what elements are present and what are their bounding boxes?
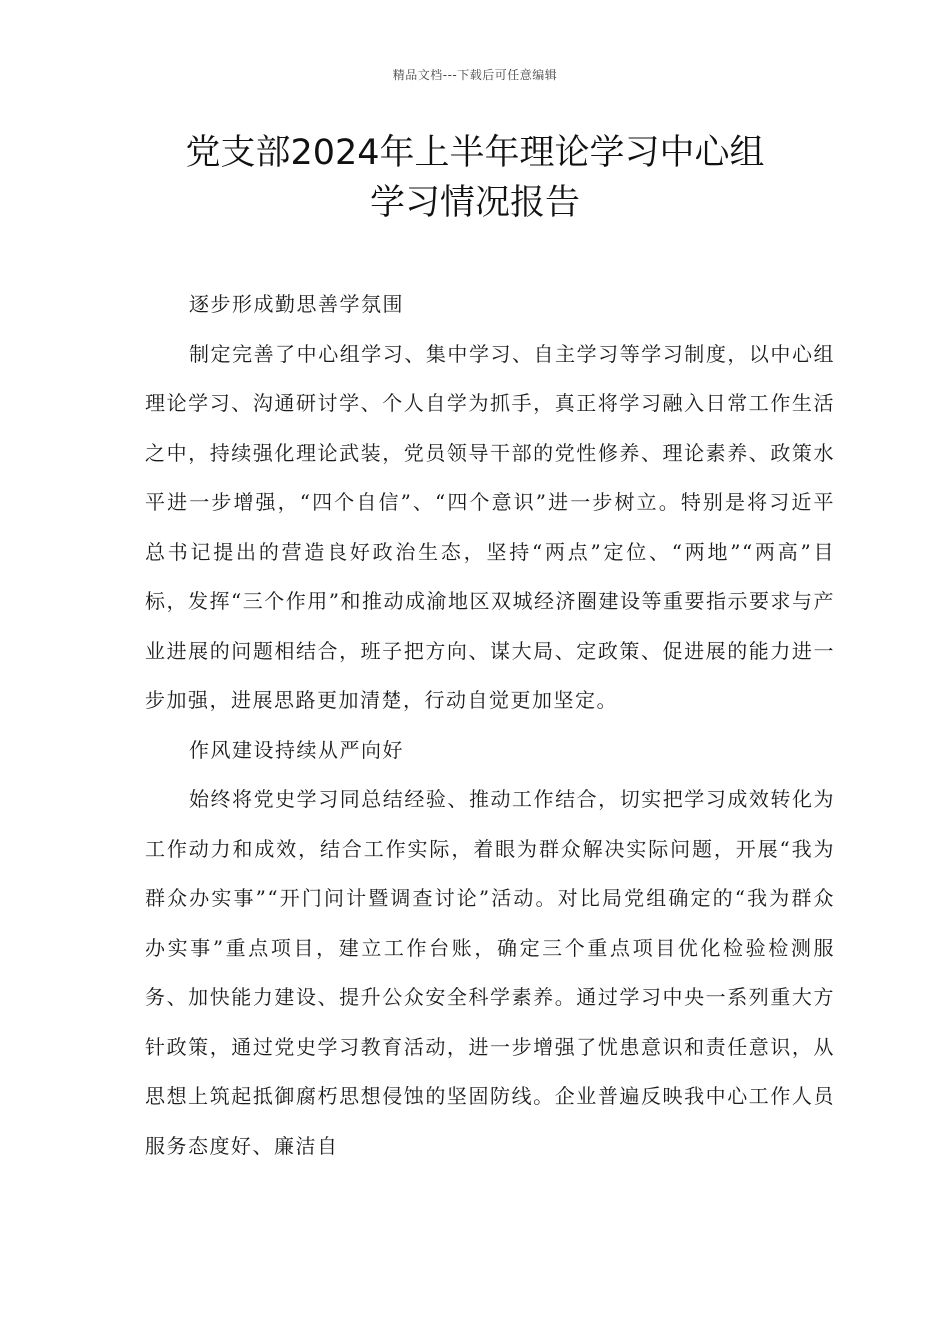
paragraph-study-system: 制定完善了中心组学习、集中学习、自主学习等学习制度，以中心组理论学习、沟通研讨学、个人自学为抓手，真正将学习融入日常工作生活之中，持续强化理论武装，党员领导干部的党性修养、理论素养、政策水平进一步增强，“四个自信”、“四个意识”进一步树立。特别是将习近平总书记提出的营造良好政治生态，坚持“两点”定位、“两地”“两高”目标，发挥“三个作用”和推动成渝地区双城经济圈建设等重要指示要求与产业进展的问题相结合，班子把方向、谋大局、定政策、促进展的能力进一步加强，进展思路更加清楚，行动自觉更加坚定。 — [145, 341, 835, 712]
page-header-watermark: 精品文档---下载后可任意编辑 — [392, 68, 558, 82]
section-heading-work-style: 作风建设持续从严向好 — [189, 737, 404, 762]
document-title — [0, 128, 950, 228]
section-heading-study-atmosphere: 逐步形成勤思善学氛围 — [189, 292, 404, 316]
paragraph-party-history-study: 始终将党史学习同总结经验、推动工作结合，切实把学习成效转化为工作动力和成效，结合工作实际，着眼为群众解决实际问题，开展“我为群众办实事”“开门问计暨调查讨论”活动。对比局党组确定的“我为群众办实事”重点项目，建立工作台账，确定三个重点项目优化检验检测服务、加快能力建设、提升公众安全科学素养。通过学习中央一系列重大方针政策，通过党史学习教育活动，进一步增强了忧患意识和责任意识，从思想上筑起抵御腐朽思想侵蚀的坚固防线。企业普遍反映我中心工作人员服务态度好、廉洁自 — [145, 787, 835, 1158]
document-body — [145, 280, 835, 1171]
document-title-line-2: 学习情况报告 — [369, 183, 580, 223]
document-title-line-1: 党支部2024年上半年理论学习中心组 — [185, 133, 765, 173]
